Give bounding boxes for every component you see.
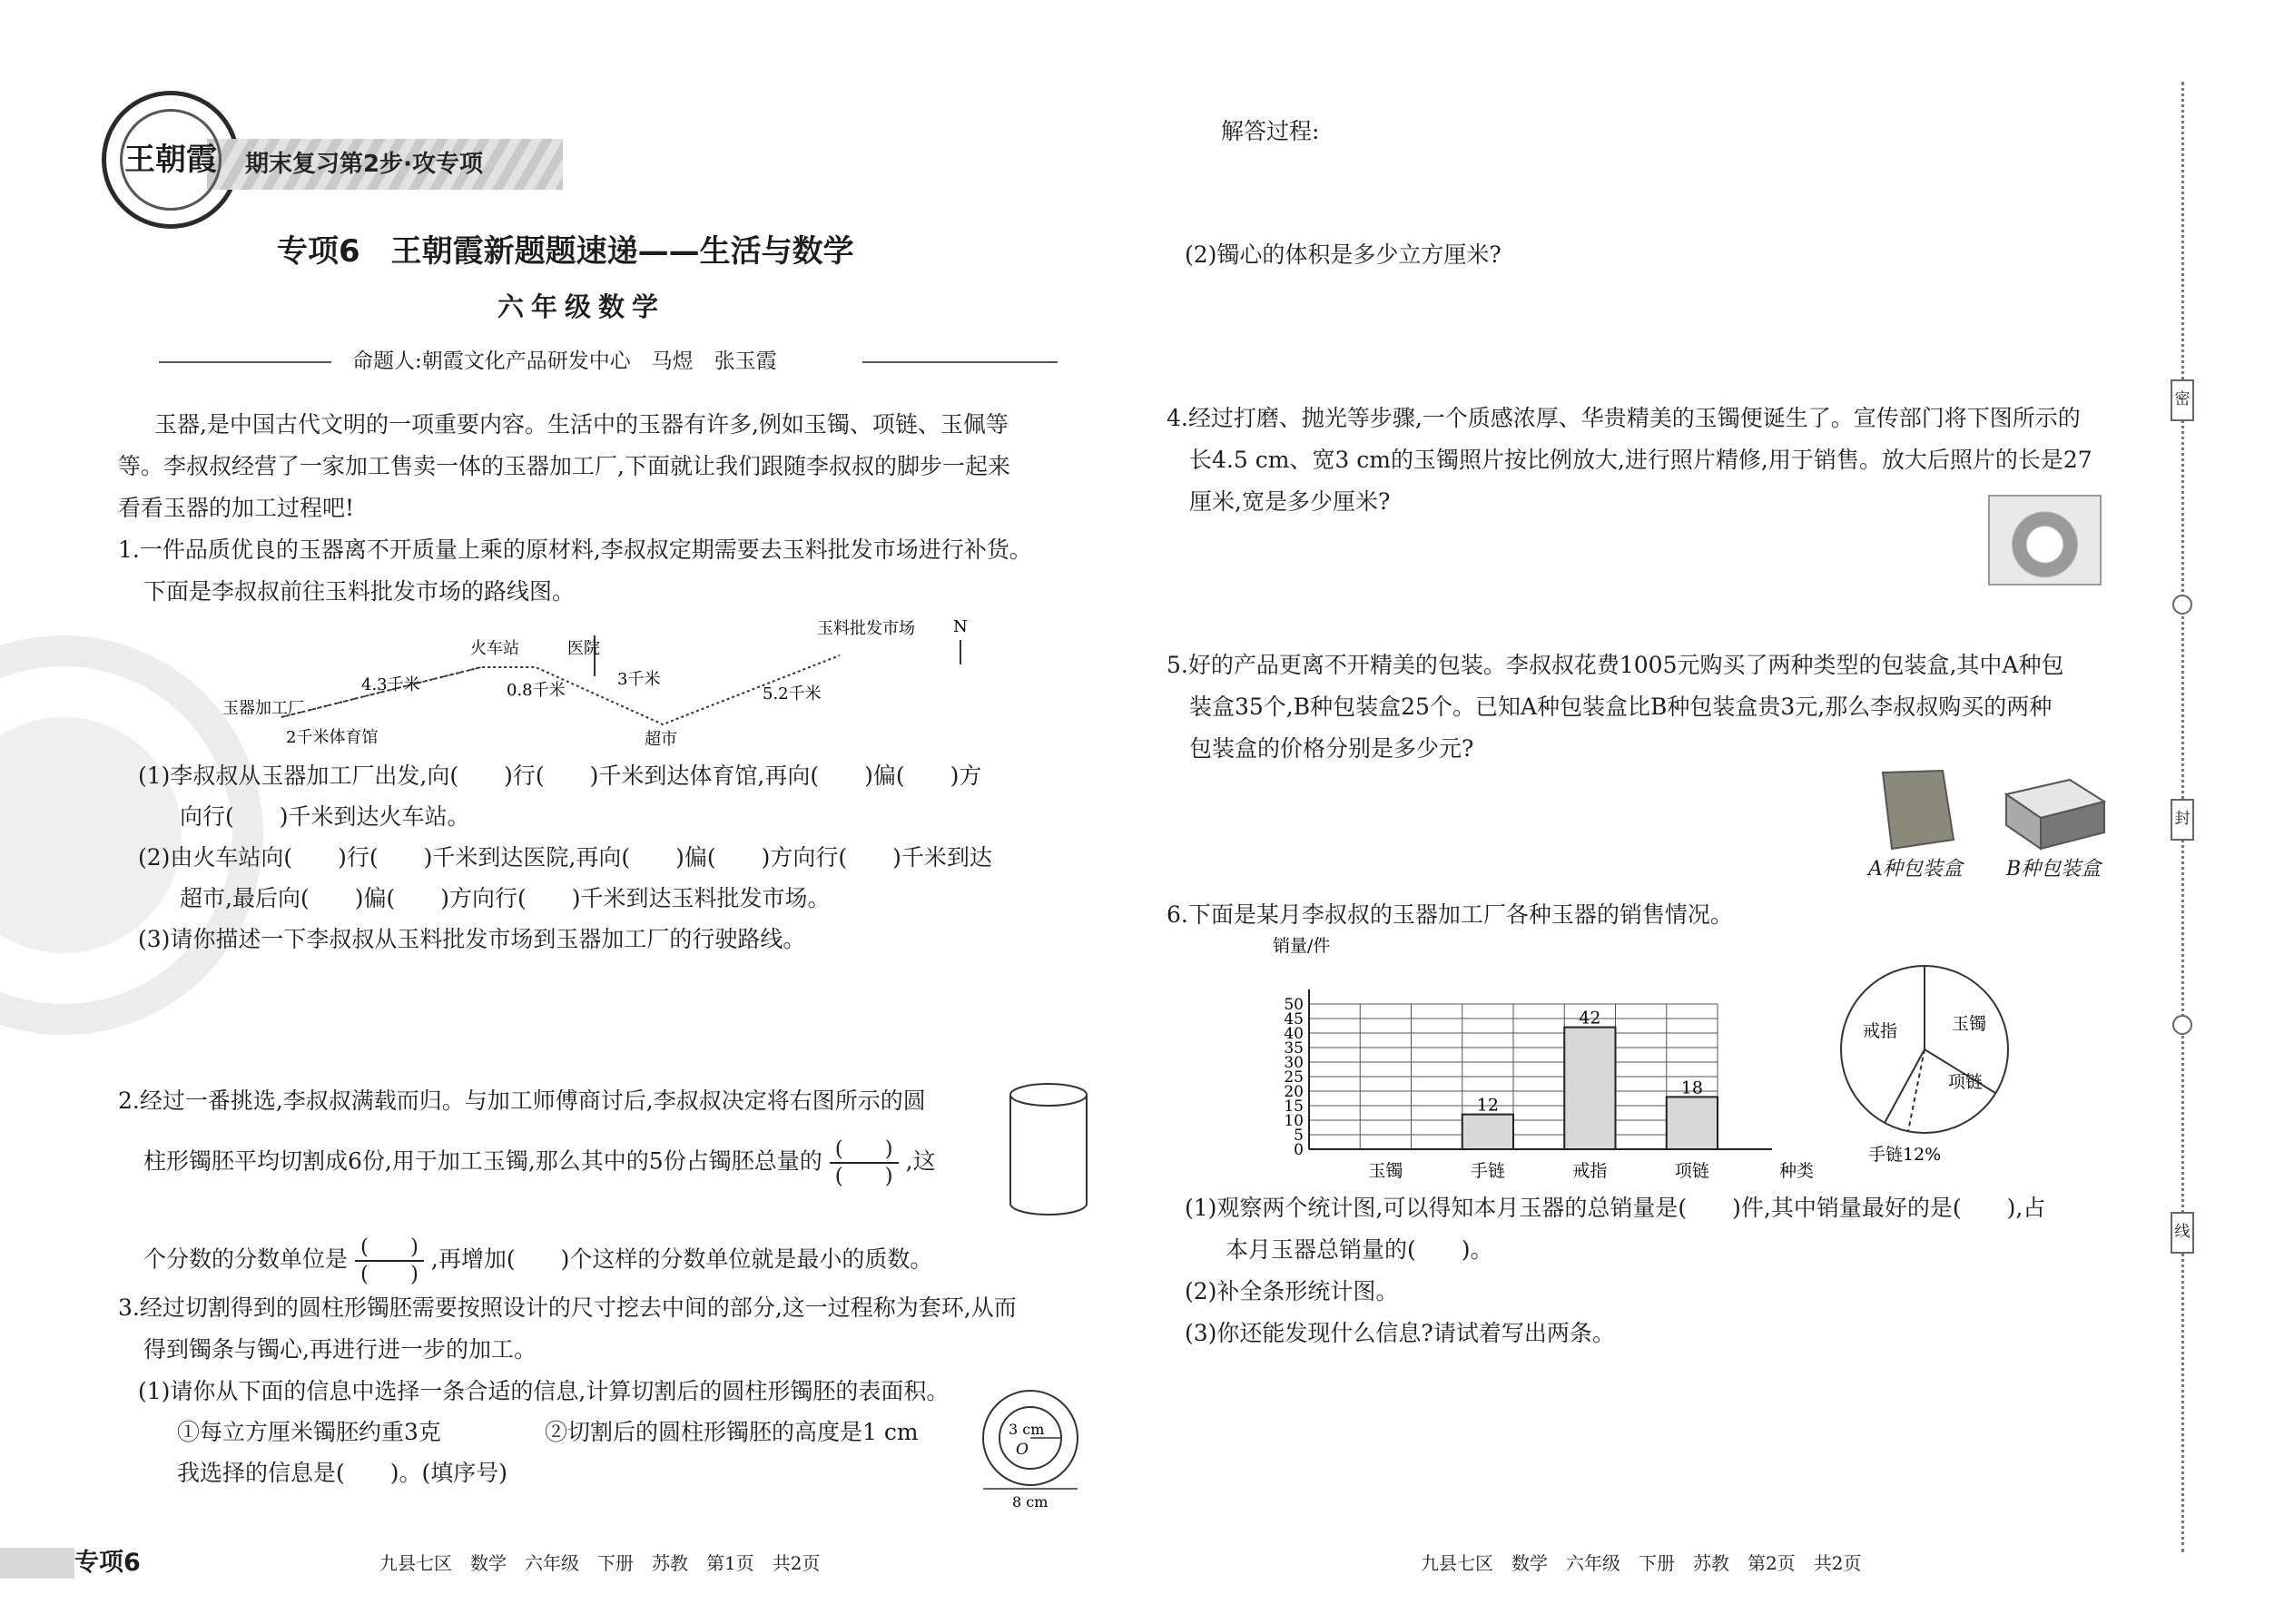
footer-right: 九县七区 数学 六年级 下册 苏教 第2页 共2页 [1421, 1552, 1862, 1574]
q2-line-3: 个分数的分数单位是 $\frac{( )}{( )}$ ,再增加( )个这样的分数单位就是最小的质数。 [143, 1235, 933, 1286]
q6-p1-line-1: (1)观察两个统计图,可以得知本月玉器的总销量是( )件,其中销量最好的是( ),占 [1185, 1195, 2046, 1221]
q4-line-1: 4.经过打磨、抛光等步骤,一个质感浓厚、华贵精美的玉镯便诞生了。宣传部门将下图所示的 [1167, 405, 2081, 431]
margin-mark-feng: 封 [2171, 799, 2194, 841]
q1-p1-line-1: (1)李叔叔从玉器加工厂出发,向( )行( )千米到达体育馆,再向( )偏( )方 [138, 763, 982, 789]
bracelet-photo [1988, 495, 2102, 586]
brand-logo-text: 王朝霞 [120, 109, 222, 211]
y-tick-label: 15 [1284, 1097, 1304, 1116]
footer-label: 专项6 [74, 1549, 141, 1577]
q6-intro: 6.下面是某月李叔叔的玉器加工厂各种玉器的销售情况。 [1167, 901, 1733, 928]
map-seg1: 4.3千米 [361, 675, 420, 694]
q6-p2: (2)补全条形统计图。 [1185, 1278, 1399, 1304]
bar-value-label: 12 [1476, 1095, 1499, 1116]
y-tick-label: 30 [1284, 1054, 1304, 1072]
q5-line-2: 装盒35个,B种包装盒25个。已知A种包装盒比B种包装盒贵3元,那么李叔叔购买的两种 [1189, 694, 2053, 720]
y-tick-label: 45 [1284, 1010, 1304, 1029]
x-tick-label: 戒指 [1572, 1161, 1608, 1181]
q6-p1-line-2: 本月玉器总销量的( )。 [1226, 1236, 1493, 1263]
footer-bar [0, 1548, 74, 1579]
box-b-label: B种包装盒 [2006, 858, 2102, 881]
map-gym: 2千米体育馆 [286, 728, 379, 747]
divider-right [862, 361, 1058, 363]
y-axis-label: 销量/件 [1273, 936, 1331, 956]
bar-value-label: 18 [1680, 1078, 1703, 1098]
q3-option-1: ①每立方厘米镯胚约重3克 [177, 1419, 441, 1445]
intro-line-2: 等。李叔叔经营了一家加工售卖一体的玉器加工厂,下面就让我们跟随李叔叔的脚步一起来 [118, 453, 1010, 479]
box-pictures [1870, 767, 2124, 858]
q1-p2-line-1: (2)由火车站向( )行( )千米到达医院,再向( )偏( )方向行( )千米到达 [138, 844, 992, 871]
route-map [218, 608, 999, 753]
q4-line-2: 长4.5 cm、宽3 cm的玉镯照片按比例放大,进行照片精修,用于销售。放大后照片的长是27 [1189, 447, 2092, 473]
y-tick-label: 40 [1284, 1025, 1304, 1043]
map-station: 火车站 [470, 639, 519, 658]
bar [1564, 1028, 1615, 1149]
q1-p2-line-2: 超市,最后向( )偏( )方向行( )千米到达玉料批发市场。 [180, 885, 831, 911]
y-tick-label: 35 [1284, 1039, 1304, 1058]
box-a-label: A种包装盒 [1868, 858, 1963, 881]
pie-label: 项链 [1948, 1072, 1984, 1092]
q4-line-3: 厘米,宽是多少厘米? [1189, 488, 1391, 515]
q1-line-1: 1.一件品质优良的玉器离不开质量上乘的原材料,李叔叔定期需要去玉料批发市场进行补货。 [118, 536, 1032, 563]
q3-choose: 我选择的信息是( )。(填序号) [177, 1460, 508, 1486]
q2-line-1: 2.经过一番挑选,李叔叔满载而归。与加工师傅商讨后,李叔叔决定将右图所示的圆 [118, 1088, 926, 1114]
intro-line-1: 玉器,是中国古代文明的一项重要内容。生活中的玉器有许多,例如玉镯、项链、玉佩等 [154, 411, 1009, 438]
margin-circle-2 [2172, 1015, 2192, 1035]
map-seg4: 5.2千米 [763, 684, 822, 704]
map-wholesale: 玉料批发市场 [817, 619, 915, 638]
map-north: N [953, 617, 968, 636]
map-seg2: 0.8千米 [507, 681, 566, 700]
intro-line-3: 看看玉器的加工过程吧! [118, 495, 355, 521]
q1-p3: (3)请你描述一下李叔叔从玉料批发市场到玉器加工厂的行驶路线。 [138, 926, 806, 952]
pie-label: 戒指 [1863, 1021, 1898, 1041]
margin-circle-1 [2172, 595, 2192, 615]
bar-value-label: 42 [1579, 1008, 1601, 1029]
divider-left [159, 361, 331, 363]
q1-line-2: 下面是李叔叔前往玉料批发市场的路线图。 [143, 578, 576, 605]
pie-label: 手链12% [1868, 1145, 1942, 1165]
ring-figure [976, 1387, 1085, 1514]
banner-text: 期末复习第2步·攻专项 [245, 151, 483, 178]
q5-line-1: 5.好的产品更离不开精美的包装。李叔叔花费1005元购买了两种类型的包装盒,其中A种包 [1167, 652, 2064, 678]
page-subtitle: 六年级数学 [497, 291, 666, 322]
margin-mark-xian: 线 [2171, 1212, 2194, 1254]
fraction-blank-1[interactable]: $\frac{( )}{( )}$ [830, 1137, 899, 1189]
cylinder-figure [999, 1078, 1098, 1224]
q3-p1: (1)请你从下面的信息中选择一条合适的信息,计算切割后的圆柱形镯胚的表面积。 [138, 1378, 950, 1404]
map-hospital: 医院 [567, 639, 600, 658]
q5-line-3: 包装盒的价格分别是多少元? [1189, 735, 1474, 762]
x-tick-label: 项链 [1674, 1161, 1709, 1181]
fig-outer: 8 cm [1012, 1493, 1049, 1511]
margin-mark-mi: 密 [2171, 379, 2194, 421]
y-tick-label: 10 [1284, 1112, 1304, 1130]
footer-left: 九县七区 数学 六年级 下册 苏教 第1页 共2页 [379, 1552, 821, 1574]
page-title: 专项6 王朝霞新题题速递——生活与数学 [277, 233, 854, 270]
authors: 命题人:朝霞文化产品研发中心 马煜 张玉霞 [352, 349, 777, 373]
fig-center: O [1016, 1441, 1029, 1459]
x-tick-label: 手链 [1470, 1161, 1505, 1181]
q2-line-2: 柱形镯胚平均切割成6份,用于加工玉镯,那么其中的5份占镯胚总量的 $\frac{( )}{( )}$ ,这 [143, 1137, 936, 1188]
box-a-shape [1883, 771, 1954, 849]
fraction-blank-2[interactable]: $\frac{( )}{( )}$ [355, 1235, 424, 1287]
y-tick-label: 0 [1294, 1141, 1304, 1159]
x-axis-label: 种类 [1779, 1161, 1815, 1181]
q6-p3: (3)你还能发现什么信息?请试着写出两条。 [1185, 1320, 1615, 1346]
bar [1462, 1115, 1513, 1149]
bar [1667, 1097, 1718, 1149]
q3-line-1: 3.经过切割得到的圆柱形镯胚需要按照设计的尺寸挖去中间的部分,这一过程称为套环,从而 [118, 1294, 1017, 1321]
pie-label: 玉镯 [1952, 1014, 1987, 1034]
y-tick-label: 5 [1294, 1127, 1304, 1145]
y-tick-label: 50 [1284, 996, 1304, 1014]
fig-inner: 3 cm [1009, 1421, 1045, 1438]
q3-p2: (2)镯心的体积是多少立方厘米? [1185, 241, 1501, 268]
map-factory: 玉器加工厂 [222, 699, 304, 718]
q3-line-2: 得到镯条与镯心,再进行进一步的加工。 [143, 1336, 537, 1363]
q3-option-2: ②切割后的圆柱形镯胚的高度是1 cm [545, 1419, 919, 1445]
map-market: 超市 [645, 730, 677, 749]
answer-label: 解答过程: [1221, 118, 1320, 144]
x-tick-label: 玉镯 [1368, 1161, 1403, 1181]
map-seg3: 3千米 [617, 670, 661, 689]
q1-p1-line-2: 向行( )千米到达火车站。 [180, 803, 470, 830]
y-tick-label: 25 [1284, 1068, 1304, 1087]
pie-chart [1834, 960, 2024, 1165]
y-tick-label: 20 [1284, 1083, 1304, 1101]
bar-chart [1253, 933, 1815, 1181]
